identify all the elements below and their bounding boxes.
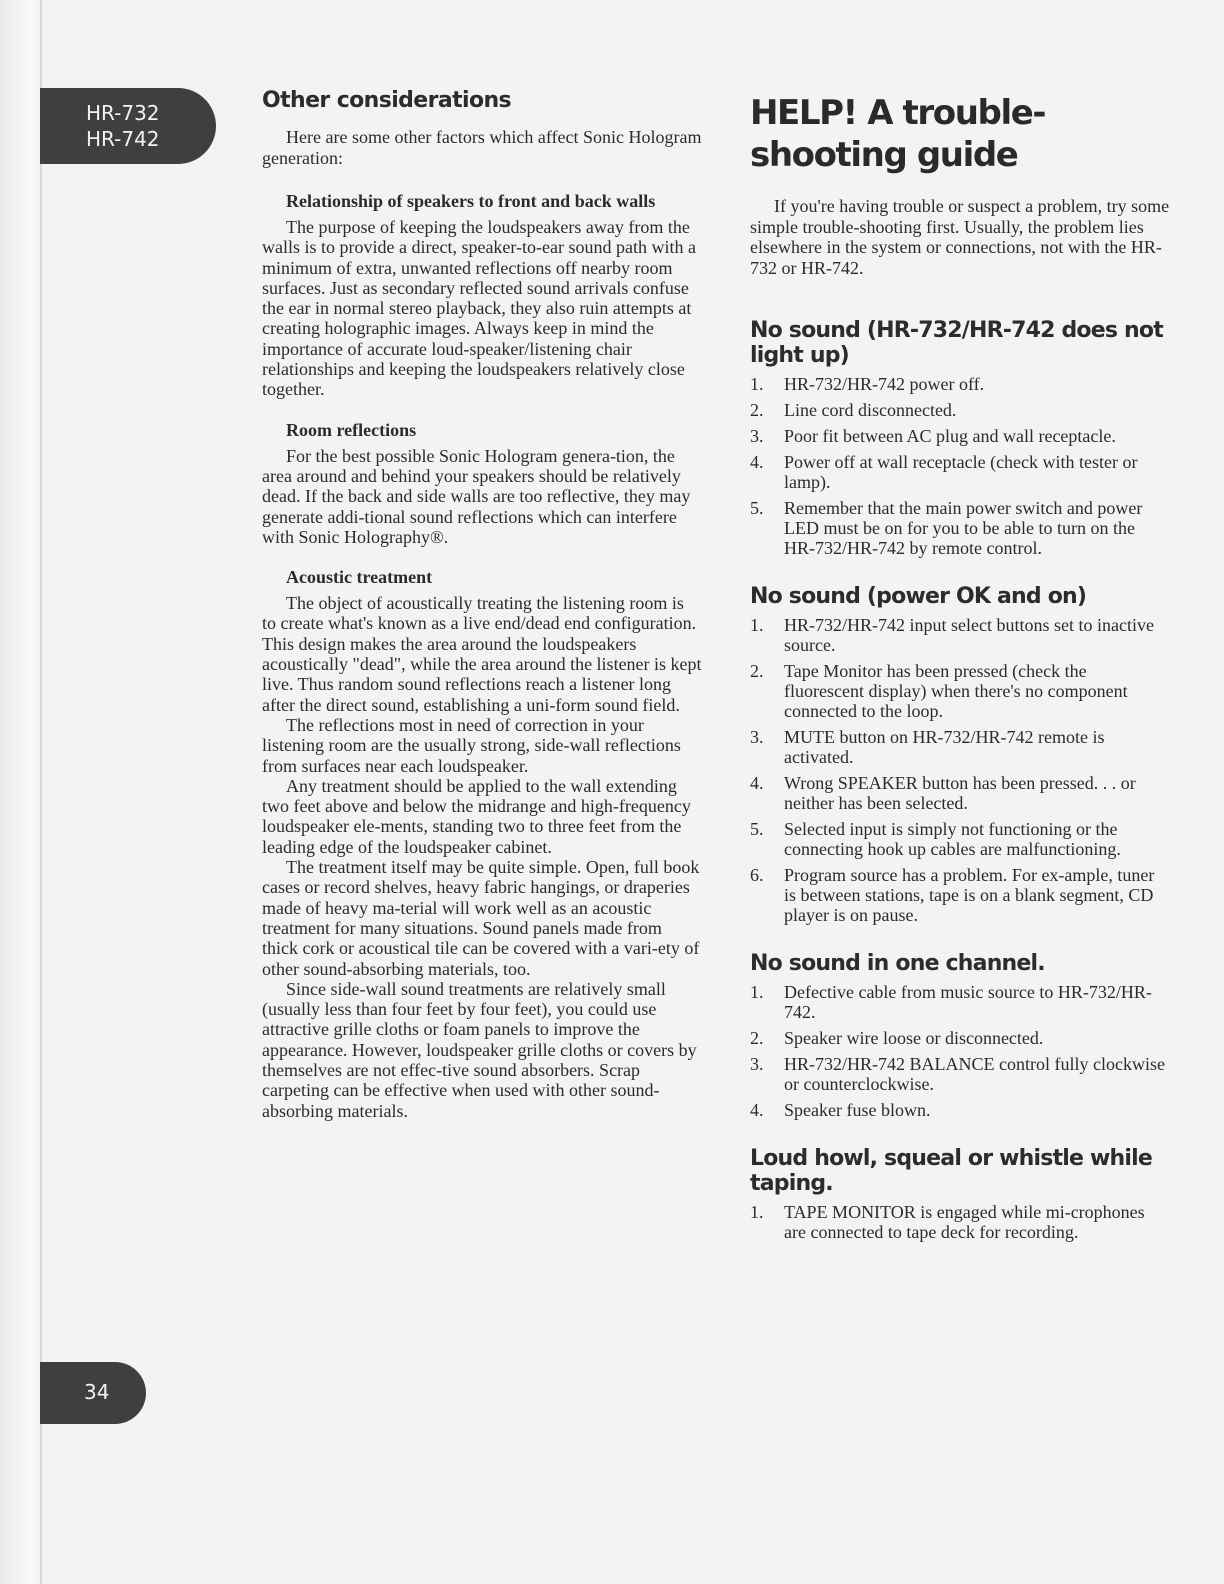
problem-heading: No sound (HR-732/HR-742 does not light up)	[750, 318, 1163, 368]
title-line-2: shooting guide	[750, 135, 1018, 175]
section-speaker-walls	[262, 191, 702, 400]
body-paragraph: Since side-wall sound treatments are relatively small (usually less than four feet by four feet), you could use attractive grille cloths or foam panels to improve the appearance. However, loudspeaker grille cloths or covers by themselves are not effec-tive sound absorbers. Scrap carpeting can be effective when used with other sound-absorbing materials.	[262, 978, 697, 1121]
section-acoustic-treatment	[262, 567, 702, 1121]
list-item: 6. Program source has a problem. For ex-ample, tuner is between stations, tape is on a blank segment, CD player is on pause.	[750, 865, 1155, 925]
section-room-reflections	[262, 420, 702, 547]
problem-heading: No sound in one channel.	[750, 951, 1045, 976]
subheading: Room reflections	[286, 419, 417, 440]
cause-list	[750, 982, 1170, 1120]
section-title-other-considerations: Other considerations	[262, 88, 512, 113]
model-tab	[40, 88, 216, 164]
troubleshooting-title	[750, 92, 1170, 176]
list-item: 4. Power off at wall receptacle (check with tester or lamp).	[750, 452, 1138, 492]
model-tab-line1: HR-732	[86, 101, 160, 125]
page-number: 34	[84, 1380, 110, 1404]
left-intro: Here are some other factors which affect Sonic Hologram generation:	[262, 127, 702, 168]
list-item: 1. Defective cable from music source to HR-732/HR-742.	[750, 982, 1152, 1022]
binding-edge	[0, 0, 42, 1584]
list-item: 3. Poor fit between AC plug and wall receptacle.	[750, 426, 1116, 446]
list-item: 3. MUTE button on HR-732/HR-742 remote is activated.	[750, 727, 1105, 767]
binding-line	[40, 0, 42, 1584]
cause-list	[750, 374, 1170, 558]
list-item: 3. HR-732/HR-742 BALANCE control fully clockwise or counterclockwise.	[750, 1054, 1165, 1094]
problem-no-sound-no-light	[750, 318, 1170, 558]
cause-list	[750, 615, 1170, 925]
subheading: Acoustic treatment	[286, 567, 433, 588]
title-line-1: HELP! A trouble-	[750, 93, 1046, 133]
list-item: 2. Speaker wire loose or disconnected.	[750, 1028, 1044, 1048]
right-column	[750, 92, 1170, 1242]
body-paragraph: The purpose of keeping the loudspeakers away from the walls is to provide a direct, speaker-to-ear sound path with a minimum of extra, unwanted reflections off nearby room surfaces. Just as secondary reflected sound arrivals confuse the ear in normal stereo playback, they also ruin attempts at creating holographic images. Always keep in mind the importance of accurate loud-speaker/listening chair relationships and keeping the loudspeakers relatively close together.	[262, 217, 697, 400]
cause-list	[750, 1202, 1170, 1242]
subheading: Relationship of speakers to front and back walls	[286, 191, 656, 211]
list-item: 1. HR-732/HR-742 input select buttons set to inactive source.	[750, 615, 1154, 655]
list-item: 5. Remember that the main power switch and power LED must be on for you to be able to turn on the HR-732/HR-742 by remote control.	[750, 498, 1143, 558]
left-column	[262, 88, 702, 1121]
problem-no-sound-power-ok	[750, 584, 1170, 925]
list-item: 1. TAPE MONITOR is engaged while mi-crophones are connected to tape deck for recording.	[750, 1202, 1145, 1242]
list-item: 2. Line cord disconnected.	[750, 400, 957, 420]
troubleshooting-intro: If you're having trouble or suspect a problem, try some simple trouble-shooting first. Usually, the problem lies elsewhere in the system or connections, not with the HR-732 or HR-742.	[750, 196, 1170, 278]
page-number-tab	[40, 1362, 146, 1424]
problem-no-sound-one-channel	[750, 951, 1170, 1120]
problem-loud-howl	[750, 1146, 1170, 1242]
list-item: 4. Wrong SPEAKER button has been pressed. . . or neither has been selected.	[750, 773, 1136, 813]
body-paragraph: The reflections most in need of correction in your listening room are the usually strong, side-wall reflections from surfaces near each loudspeaker.	[262, 714, 681, 776]
problem-heading: Loud howl, squeal or whistle while taping.	[750, 1146, 1153, 1196]
list-item: 4. Speaker fuse blown.	[750, 1100, 931, 1120]
list-item: 5. Selected input is simply not functioning or the connecting hook up cables are malfunctioning.	[750, 819, 1121, 859]
body-paragraph: Any treatment should be applied to the wall extending two feet above and below the midrange and high-frequency loudspeaker ele-ments, standing two to three feet from the leading edge of the loudspeaker cabinet.	[262, 775, 691, 857]
body-paragraph: The object of acoustically treating the listening room is to create what's known as a live end/dead end configuration. This design makes the area around the loudspeakers acoustically "dead", while the area around the listener is kept live. Thus random sound reflections reach a listener long after the direct sound, establishing a uni-form sound field.	[262, 593, 702, 715]
list-item: 2. Tape Monitor has been pressed (check the fluorescent display) when there's no component connected to the loop.	[750, 661, 1128, 721]
problem-heading: No sound (power OK and on)	[750, 584, 1087, 609]
model-tab-line2: HR-742	[86, 127, 160, 151]
body-paragraph: For the best possible Sonic Hologram genera-tion, the area around and behind your speakers should be relatively dead. If the back and side walls are too reflective, they may generate addi-tional sound reflections which can interfere with Sonic Holography®.	[262, 445, 691, 547]
body-paragraph: The treatment itself may be quite simple. Open, full book cases or record shelves, heavy fabric hangings, or draperies made of heavy ma-terial will work well as an acoustic treatment for many situations. Sound panels made from thick cork or acoustical tile can be covered with a vari-ety of other sound-absorbing materials, too.	[262, 857, 700, 979]
list-item: 1. HR-732/HR-742 power off.	[750, 374, 985, 394]
